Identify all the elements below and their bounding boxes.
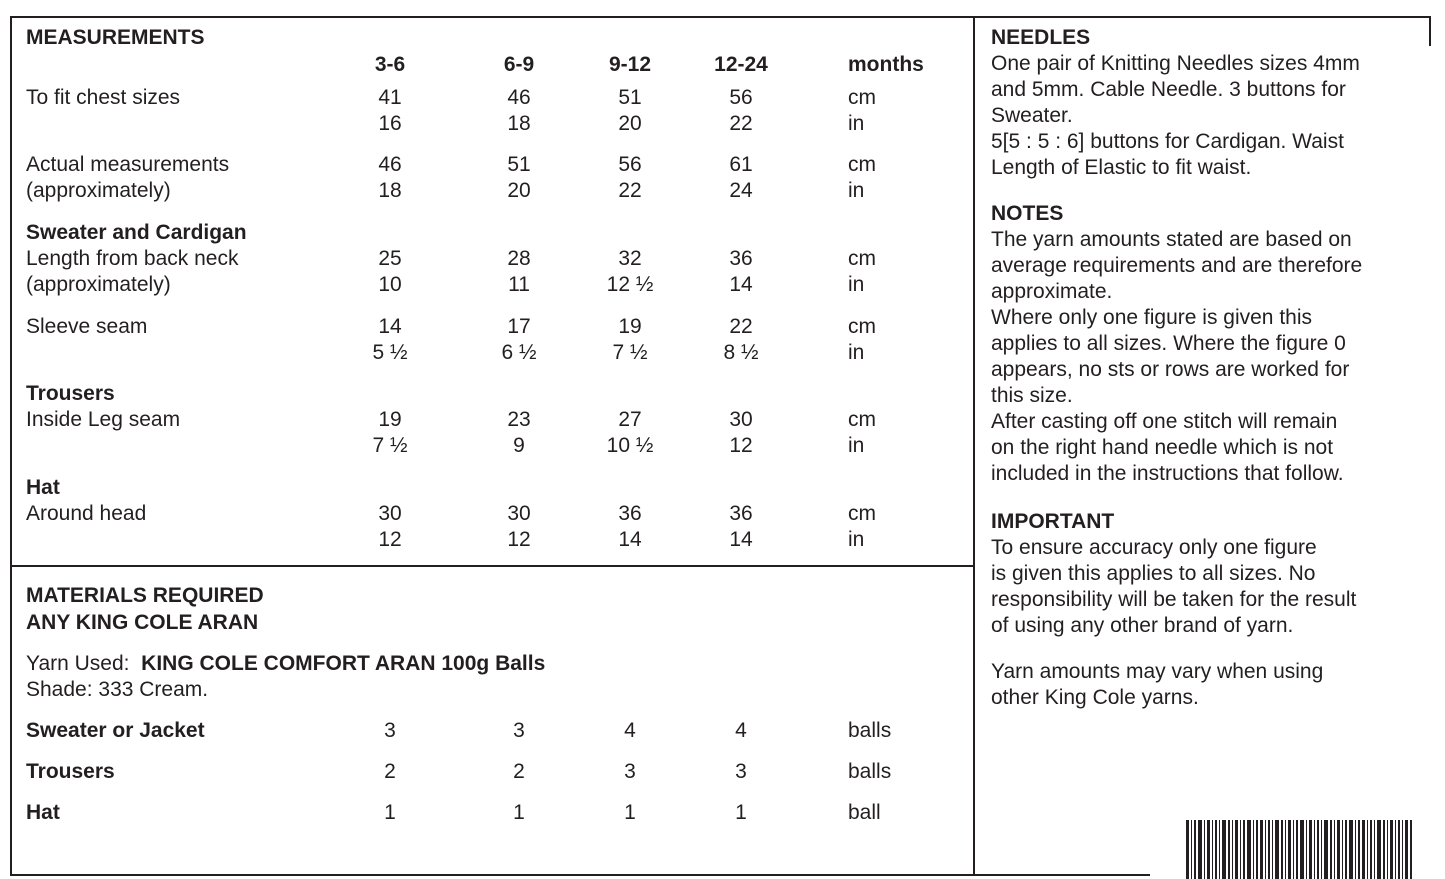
unit-cell: balls (848, 719, 892, 742)
value-cell: 32 (618, 247, 642, 270)
text-line: applies to all sizes. Where the figure 0 (991, 332, 1346, 355)
text-line: this size. (991, 384, 1073, 407)
value-cell: 30 (507, 502, 531, 525)
value-cell: 18 (378, 179, 402, 202)
row-label: Around head (26, 502, 147, 525)
value-cell: 14 (729, 273, 753, 296)
unit-header: months (848, 53, 924, 76)
needles-heading: NEEDLES (991, 26, 1091, 49)
value-cell: 3 (624, 760, 636, 783)
value-cell: 1 (735, 801, 747, 824)
value-cell: 8 ½ (723, 341, 759, 364)
value-cell: 14 (378, 315, 402, 338)
value-cell: 9 (513, 434, 525, 457)
row-sublabel: (approximately) (26, 273, 171, 296)
value-cell: 22 (618, 179, 642, 202)
value-cell: 14 (729, 528, 753, 551)
text-line: other King Cole yarns. (991, 686, 1199, 709)
value-cell: 12 (507, 528, 531, 551)
unit-cell: in (848, 112, 865, 135)
value-cell: 7 ½ (372, 434, 408, 457)
row-label: Sleeve seam (26, 315, 148, 338)
value-cell: 61 (729, 153, 753, 176)
row-label: Length from back neck (26, 247, 239, 270)
value-cell: 20 (507, 179, 531, 202)
yarn-line (26, 651, 545, 677)
value-cell: 12 (378, 528, 402, 551)
group-heading: Sweater and Cardigan (26, 221, 247, 244)
materials-subheading: ANY KING COLE ARAN (26, 611, 259, 634)
text-line: 5[5 : 5 : 6] buttons for Cardigan. Waist (991, 130, 1344, 153)
yarn-note-section (991, 659, 1421, 711)
frame-bottom (10, 874, 1150, 876)
value-cell: 1 (513, 801, 525, 824)
value-cell: 22 (729, 112, 753, 135)
value-cell: 2 (513, 760, 525, 783)
value-cell: 30 (378, 502, 402, 525)
yarn-value: KING COLE COMFORT ARAN 100g Balls (141, 652, 546, 675)
text-line: One pair of Knitting Needles sizes 4mm (991, 52, 1360, 75)
row-label: Inside Leg seam (26, 408, 181, 431)
value-cell: 18 (507, 112, 531, 135)
value-cell: 41 (378, 86, 402, 109)
text-line: Length of Elastic to fit waist. (991, 156, 1252, 179)
unit-cell: in (848, 434, 865, 457)
frame-top (10, 16, 1431, 18)
value-cell: 51 (507, 153, 531, 176)
column-divider (973, 16, 975, 876)
value-cell: 46 (378, 153, 402, 176)
value-cell: 56 (618, 153, 642, 176)
value-cell: 3 (384, 719, 396, 742)
size-header: 9-12 (608, 53, 652, 76)
size-header: 12-24 (714, 53, 768, 76)
value-cell: 36 (729, 247, 753, 270)
unit-cell: in (848, 273, 865, 296)
value-cell: 19 (378, 408, 402, 431)
value-cell: 2 (384, 760, 396, 783)
value-cell: 16 (378, 112, 402, 135)
notes-heading: NOTES (991, 202, 1064, 225)
value-cell: 22 (729, 315, 753, 338)
value-cell: 5 ½ (372, 341, 408, 364)
item-label: Sweater or Jacket (26, 719, 205, 742)
unit-cell: ball (848, 801, 881, 824)
unit-cell: cm (848, 86, 876, 109)
text-line: average requirements and are therefore (991, 254, 1363, 277)
value-cell: 14 (618, 528, 642, 551)
item-label: Trousers (26, 760, 115, 783)
text-line: approximate. (991, 280, 1113, 303)
row-label: Actual measurements (26, 153, 230, 176)
value-cell: 10 (378, 273, 402, 296)
important-heading: IMPORTANT (991, 510, 1115, 533)
shade-line: Shade: 333 Cream. (26, 678, 209, 701)
unit-cell: cm (848, 247, 876, 270)
unit-cell: cm (848, 502, 876, 525)
frame-left (10, 16, 12, 876)
item-label: Hat (26, 801, 60, 824)
value-cell: 19 (618, 315, 642, 338)
needles-section (991, 25, 1421, 181)
text-line: appears, no sts or rows are worked for (991, 358, 1350, 381)
unit-cell: balls (848, 760, 892, 783)
size-header: 3-6 (374, 53, 406, 76)
value-cell: 1 (624, 801, 636, 824)
text-line: included in the instructions that follow. (991, 462, 1344, 485)
value-cell: 6 ½ (501, 341, 537, 364)
yarn-label: Yarn Used: (26, 652, 130, 675)
text-line: Yarn amounts may vary when using (991, 660, 1324, 683)
materials-heading: MATERIALS REQUIRED (26, 584, 264, 607)
value-cell: 23 (507, 408, 531, 431)
row-sublabel: (approximately) (26, 179, 171, 202)
text-line: of using any other brand of yarn. (991, 614, 1294, 637)
value-cell: 24 (729, 179, 753, 202)
measurements-heading: MEASUREMENTS (26, 26, 205, 49)
unit-cell: in (848, 528, 865, 551)
unit-cell: cm (848, 408, 876, 431)
value-cell: 36 (729, 502, 753, 525)
text-line: After casting off one stitch will remain (991, 410, 1338, 433)
unit-cell: cm (848, 153, 876, 176)
value-cell: 3 (513, 719, 525, 742)
value-cell: 30 (729, 408, 753, 431)
row-label: To fit chest sizes (26, 86, 181, 109)
notes-section (991, 201, 1421, 487)
section-divider (10, 565, 975, 567)
value-cell: 10 ½ (606, 434, 654, 457)
unit-cell: in (848, 341, 865, 364)
value-cell: 3 (735, 760, 747, 783)
value-cell: 11 (508, 273, 530, 296)
text-line: Where only one figure is given this (991, 306, 1312, 329)
value-cell: 36 (618, 502, 642, 525)
text-line: To ensure accuracy only one figure (991, 536, 1317, 559)
size-header: 6-9 (503, 53, 535, 76)
frame-right-tick (1429, 16, 1431, 46)
group-heading: Hat (26, 476, 60, 499)
value-cell: 56 (729, 86, 753, 109)
text-line: and 5mm. Cable Needle. 3 buttons for (991, 78, 1346, 101)
value-cell: 12 ½ (606, 273, 654, 296)
unit-cell: cm (848, 315, 876, 338)
text-line: Sweater. (991, 104, 1073, 127)
value-cell: 7 ½ (612, 341, 648, 364)
text-line: is given this applies to all sizes. No (991, 562, 1316, 585)
text-line: responsibility will be taken for the result (991, 588, 1357, 611)
value-cell: 27 (618, 408, 642, 431)
value-cell: 46 (507, 86, 531, 109)
value-cell: 28 (507, 247, 531, 270)
value-cell: 17 (507, 315, 531, 338)
value-cell: 12 (729, 434, 753, 457)
value-cell: 4 (735, 719, 747, 742)
important-section (991, 509, 1421, 639)
value-cell: 4 (624, 719, 636, 742)
barcode-icon (1186, 820, 1412, 879)
value-cell: 1 (384, 801, 396, 824)
value-cell: 25 (378, 247, 402, 270)
unit-cell: in (848, 179, 865, 202)
text-line: on the right hand needle which is not (991, 436, 1334, 459)
value-cell: 51 (618, 86, 642, 109)
value-cell: 20 (618, 112, 642, 135)
text-line: The yarn amounts stated are based on (991, 228, 1352, 251)
group-heading: Trousers (26, 382, 115, 405)
